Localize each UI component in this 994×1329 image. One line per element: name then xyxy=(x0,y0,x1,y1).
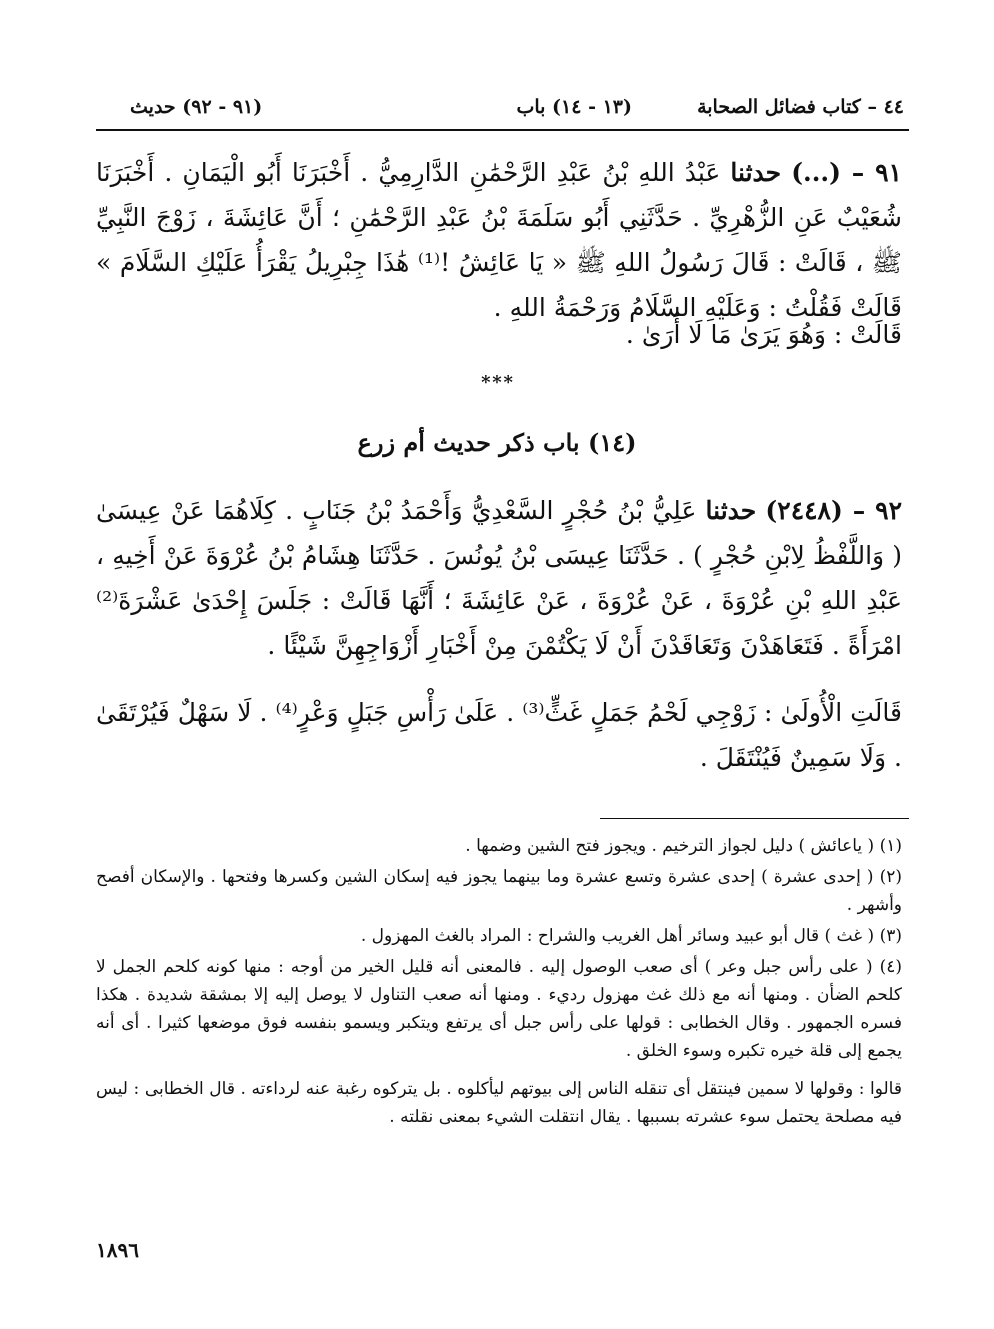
haddathana-label: حدثنا xyxy=(705,496,757,525)
footnote-1: (١) ( ياعائش ) دليل لجواز الترخيم . ويجوز فتح الشين وضمها . xyxy=(465,836,902,856)
header-rule xyxy=(96,129,909,131)
hadith-91-closing: قَالَتْ : وَهُوَ يَرَىٰ مَا لَا أَرَىٰ . xyxy=(625,320,902,349)
header-book-title: ٤٤ – كتاب فضائل الصحابة xyxy=(697,96,904,118)
haddathana-label: حدثنا xyxy=(730,158,782,187)
footnote-rule xyxy=(600,818,909,819)
hadith-92 xyxy=(96,488,902,668)
header-hadith-range: (٩١ - ٩٢) حديث xyxy=(130,96,263,118)
footnote-3: (٣) ( غث ) قال أبو عبيد وسائر أهل الغريب والشراح : المراد بالغث المهزول . xyxy=(360,926,902,946)
hadith-text: عَبْدُ اللهِ بْنُ عَبْدِ الرَّحْمَٰنِ الدَّارِمِيُّ . أَخْبَرَنَا أَبُو الْيَمَانِ . أَخْبَرَنَا شُعَيْبٌ عَنِ الزُّهْرِيِّ . حَدَّثَنِي أَبُو سَلَمَةَ بْنُ عَبْدِ الرَّحْمَٰنِ ؛ أَنَّ عَائِشَةَ ، زَوْجَ النَّبِيِّ ﷺ ، قَالَتْ : قَالَ رَسُولُ اللهِ ﷺ « يَا عَائِشُ !⁽¹⁾ هَٰذَا جِبْرِيلُ يَقْرَأُ عَلَيْكِ السَّلَامَ » قَالَتْ فَقُلْتُ : وَعَلَيْهِ السَّلَامُ وَرَحْمَةُ اللهِ . xyxy=(96,158,902,322)
running-header xyxy=(130,96,904,130)
footnote-continuation: قالوا : وقولها لا سمين فينتقل أى تنقله الناس إلى بيوتهم ليأكلوه . بل يتركوه رغبة عنه لرداءته . قال الخطابى : ليس فيه مصلحة يحتمل سوء عشرته بسببها . يقال انتقلت الشيء بمعنى نقلته . xyxy=(96,1079,902,1127)
footnotes xyxy=(96,832,902,1134)
hadith-number: ٩١ – (...) xyxy=(791,158,902,187)
chapter-title: (١٤) باب ذكر حديث أم زرع xyxy=(357,428,637,457)
hadith-number: ٩٢ – (٢٤٤٨) xyxy=(765,496,903,525)
hadith-91 xyxy=(96,150,902,330)
page-number: ١٨٩٦ xyxy=(96,1238,139,1262)
hadith-text: عَلِيُّ بْنُ حُجْرٍ السَّعْدِيُّ وَأَحْمَدُ بْنُ جَنَابٍ . كِلَاهُمَا عَنْ عِيسَىٰ ( وَاللَّفْظُ لِابْنِ حُجْرٍ ) . حَدَّثَنَا عِيسَى بْنُ يُونُسَ . حَدَّثَنَا هِشَامُ بْنُ عُرْوَةَ عَنْ أَخِيهِ ، عَبْدِ اللهِ بْنِ عُرْوَةَ ، عَنْ عُرْوَةَ ، عَنْ عَائِشَةَ ؛ أَنَّهَا قَالَتْ : جَلَسَ إِحْدَىٰ عَشْرَةَ⁽²⁾ امْرَأَةً . فَتَعَاهَدْنَ وَتَعَاقَدْنَ أَنْ لَا يَكْتُمْنَ مِنْ أَخْبَارِ أَزْوَاجِهِنَّ شَيْئًا . xyxy=(96,496,902,660)
header-bab-range: (١٣ - ١٤) باب xyxy=(516,96,632,118)
hadith-92-closing: قَالَتِ الْأُولَىٰ : زَوْجِي لَحْمُ جَمَلٍ غَثٍّ⁽³⁾ . عَلَىٰ رَأْسِ جَبَلٍ وَعْرٍ⁽⁴⁾ . لَا سَهْلٌ فَيُرْتَقَىٰ . وَلَا سَمِينٌ فَيُنْتَقَلَ . xyxy=(96,698,902,772)
section-separator: * * * xyxy=(481,372,513,393)
footnote-4: (٤) ( على رأس جبل وعر ) أى صعب الوصول إليه . فالمعنى أنه قليل الخير من أوجه : منها كونه كلحم الجمل لا كلحم الضأن . ومنها أنه مع ذلك غث مهزول رديء . ومنها أنه صعب التناول لا يوصل إليه إلا بمشقة شديدة . هكذا فسره الجمهور . وقال الخطابى : قولها على رأس جبل أى يرتفع ويتكبر ويسمو بنفسه فوق موضعها كثيرا . أى أنه يجمع إلى قلة خيره تكبره وسوء الخلق . xyxy=(96,957,902,1061)
footnote-2: (٢) ( إحدى عشرة ) إحدى عشرة وتسع عشرة وما بينهما يجوز فيه إسكان الشين وكسرها وفتحها . والإسكان أفصح وأشهر . xyxy=(96,867,902,915)
